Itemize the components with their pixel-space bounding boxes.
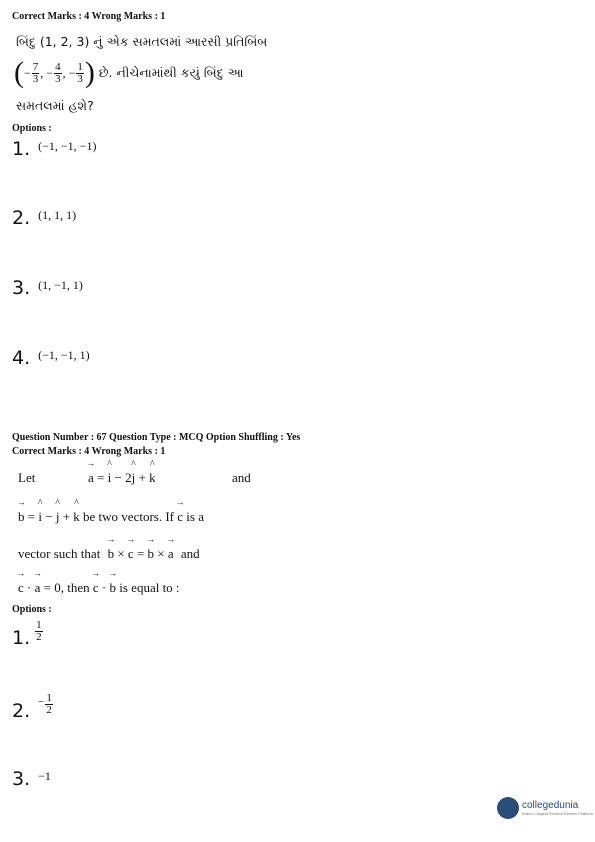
logo-text: collegedunia: [522, 800, 579, 811]
collegedunia-logo: [497, 797, 593, 819]
q2-is-equal: is equal to :: [119, 580, 180, 595]
q1-option-3-text: (1, −1, 1): [38, 278, 83, 292]
q2-be-two: be two vectors. If: [83, 509, 174, 524]
q2-vector-such: vector such that: [18, 546, 101, 561]
q2-and2: and: [180, 546, 200, 561]
q2-let: Let: [18, 470, 36, 485]
q1-text-line3: સમતલમાં હશે?: [16, 98, 94, 113]
q2-marks: Correct Marks : 4 Wrong Marks : 1: [12, 446, 166, 457]
q2-then-line: c → · a → = 0, then c → · b → is equal to :: [16, 568, 180, 595]
q1-option-4[interactable]: 4. $^{(-1, -1, 1)}$: [12, 347, 90, 369]
q2-and: and: [232, 470, 251, 485]
q1-option-1[interactable]: 1. $^{(-1, -1, -1)}$: [12, 138, 97, 160]
q1-marks: Correct Marks : 4 Wrong Marks : 1: [12, 11, 166, 22]
frac-3: $\frac{1}{3}$: [77, 60, 83, 85]
q1-option-2[interactable]: 2. $^{(1, 1, 1)}$: [12, 207, 77, 229]
q2-vector-a-def: a → = i ^ − 2j ^ + k ^: [86, 458, 156, 485]
q2-option-1-frac: $\frac{1}{2}$: [36, 619, 42, 643]
q2-options-label: Options :: [12, 604, 52, 615]
logo-mascot-icon: [497, 797, 519, 819]
frac-2: $\frac{4}{3}$: [55, 60, 61, 85]
q2-then: = 0, then: [43, 580, 90, 595]
q1-point-line: ( − $\frac{7}{3}$ , − $\frac{4}{3}$ , − $\frac{1}{3}$ ) છે. નીચેનામાંથી કયું બિંદુ આ: [14, 56, 244, 89]
frac-1: $\frac{7}{3}$: [32, 60, 39, 85]
q1-option-4-text: (−1, −1, 1): [38, 348, 90, 362]
logo-tagline: India's Largest Student Review Platform: [522, 811, 594, 816]
q2-option-2-sign: −: [38, 696, 45, 708]
q2-header: Question Number : 67 Question Type : MCQ Option Shuffling : Yes: [12, 432, 301, 443]
q1-option-1-text: (−1, −1, −1): [38, 139, 97, 153]
q2-option-2[interactable]: 2. − $\frac{1}{2}$: [12, 692, 52, 722]
q2-option-3-text: −1: [38, 769, 51, 783]
q2-condition-line: vector such that b → × c → = b → × a → and: [18, 534, 200, 561]
q2-is-a: is a: [186, 509, 204, 524]
q1-option-2-text: (1, 1, 1): [38, 208, 77, 222]
q2-option-1[interactable]: 1. $\frac{1}{2}$: [12, 619, 42, 649]
q1-option-3[interactable]: 3. $^{(1, -1, 1)}$: [12, 277, 83, 299]
q1-options-label: Options :: [12, 123, 52, 134]
q1-text-line1: બિંદુ (1, 2, 3) નું એક સમતલમાં આરસી પ્રતિબિંબ: [16, 34, 268, 49]
q2-option-3[interactable]: 3. $^{-1}$: [12, 768, 51, 790]
q2-vector-b-line: b → = i ^ − j ^ + k ^ be two vectors. If c → is a: [16, 497, 204, 524]
q2-option-2-frac: $\frac{1}{2}$: [46, 692, 52, 716]
q1-text-line2: છે. નીચેનામાંથી કયું બિંદુ આ: [98, 65, 244, 80]
